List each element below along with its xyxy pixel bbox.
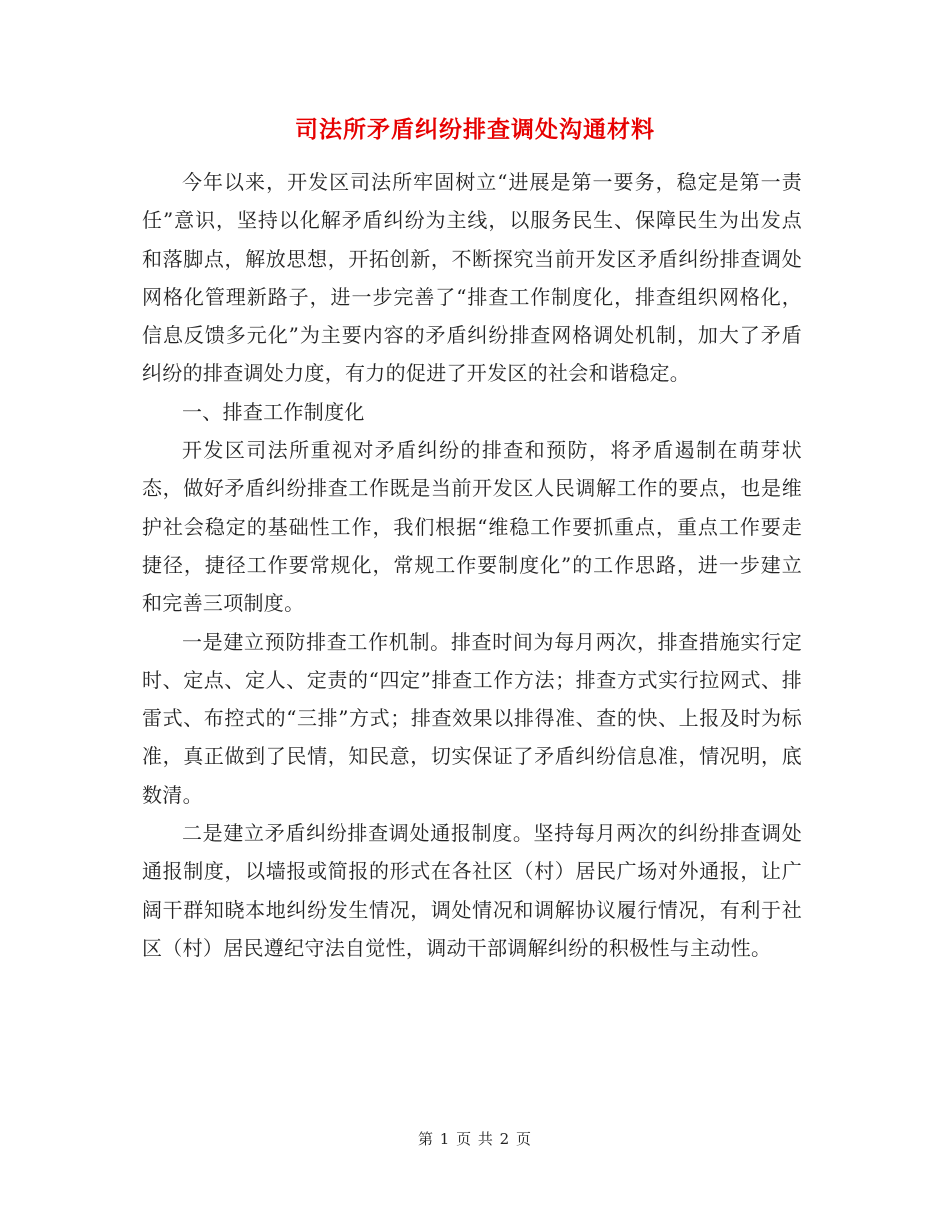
page-footer: 第 1 页 共 2 页: [418, 1130, 532, 1148]
document-title: 司法所矛盾纠纷排查调处沟通材料: [295, 116, 655, 143]
paragraph-item-one: 一是建立预防排查工作机制。排查时间为每月两次，排查措施实行定时、定点、定人、定责的“四定”排查工作方法；排查方式实行拉网式、排雷式、布控式的“三排”方式；排查效果以排得准、查的快、上报及时为标准，真正做到了民情，知民意，切实保证了矛盾纠纷信息准，情况明，底数清。: [142, 629, 802, 807]
document-body: [142, 163, 802, 967]
paragraph-item-two: 二是建立矛盾纠纷排查调处通报制度。坚持每月两次的纠纷排查调处通报制度，以墙报或简报的形式在各社区（村）居民广场对外通报，让广阔干群知晓本地纠纷发生情况，调处情况和调解协议履行情况，有利于社区（村）居民遵纪守法自觉性，调动干部调解纠纷的积极性与主动性。: [142, 821, 802, 960]
paragraph-intro: 今年以来，开发区司法所牢固树立“进展是第一要务，稳定是第一责任”意识，坚持以化解矛盾纠纷为主线，以服务民生、保障民生为出发点和落脚点，解放思想，开拓创新，不断探究当前开发区矛盾纠纷排查调处网格化管理新路子，进一步完善了“排查工作制度化，排查组织网格化，信息反馈多元化”为主要内容的矛盾纠纷排查网格调处机制，加大了矛盾纠纷的排查调处力度，有力的促进了开发区的社会和谐稳定。: [142, 170, 802, 386]
paragraph-section-intro: 开发区司法所重视对矛盾纠纷的排查和预防，将矛盾遏制在萌芽状态，做好矛盾纠纷排查工作既是当前开发区人民调解工作的要点，也是维护社会稳定的基础性工作，我们根据“维稳工作要抓重点，重点工作要走捷径，捷径工作要常规化，常规工作要制度化”的工作思路，进一步建立和完善三项制度。: [142, 438, 802, 616]
section-heading: 一、排查工作制度化: [182, 399, 365, 424]
